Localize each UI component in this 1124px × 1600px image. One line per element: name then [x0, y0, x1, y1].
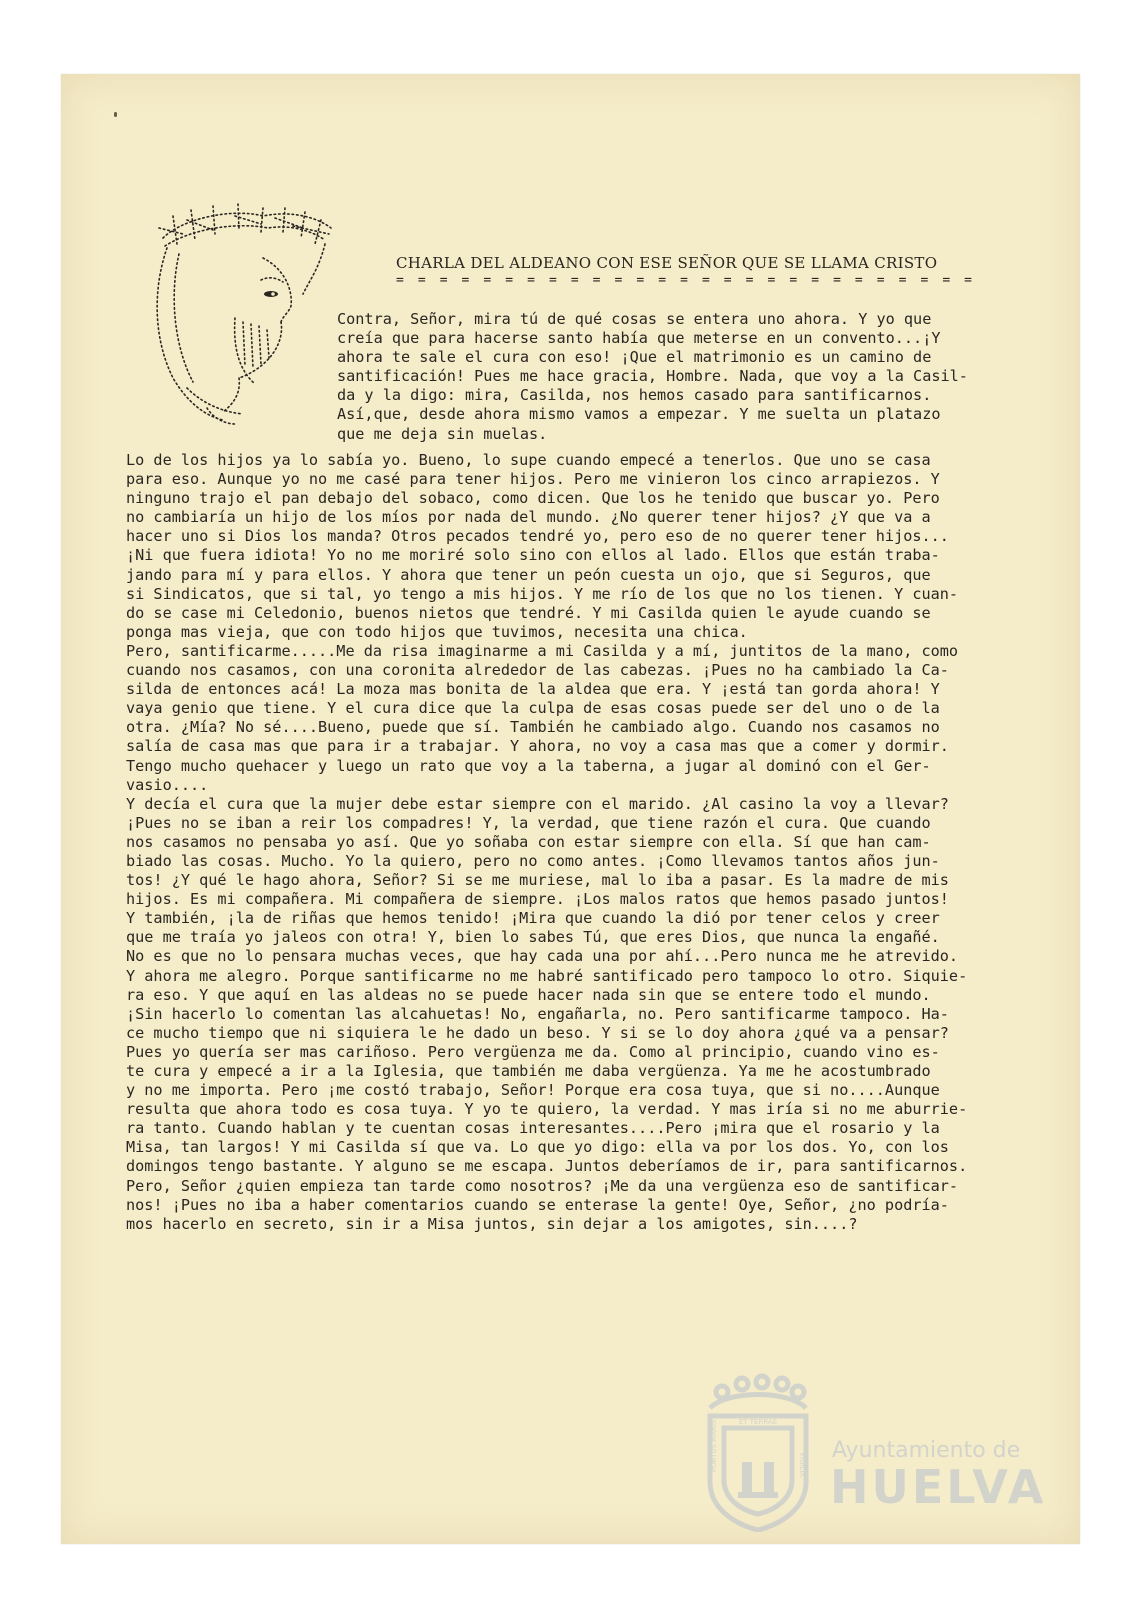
text-line: Contra, Señor, mira tú de qué cosas se entera uno ahora. Y yo que: [337, 310, 932, 328]
text-line: Pues yo quería ser mas cariñoso. Pero vergüenza me da. Como al principio, cuando vino es-: [126, 1042, 940, 1061]
text-line: santificación! Pues me hace gracia, Hombre. Nada, que voy a la Casil-: [337, 367, 968, 386]
huelva-crest-icon: [698, 1372, 818, 1532]
text-line: Y también, ¡la de riñas que hemos tenido! ¡Mira que cuando la dió por tener celos y creer: [126, 909, 940, 928]
intro-paragraph: [337, 310, 1017, 444]
paragraph: [126, 795, 1006, 1234]
text-line: tos! ¿Y qué le hago ahora, Señor? Si se me muriese, mal lo iba a pasar. Es la madre de mis: [126, 871, 949, 890]
svg-text:VIGILIA: VIGILIA: [798, 1452, 806, 1478]
text-line: y no me importa. Pero ¡me costó trabajo, Señor! Porque era cosa tuya, que si no....Aunque: [126, 1081, 940, 1100]
text-line: No es que no lo pensara muchas veces, que hay cada una por ahí...Pero nunca me he atrevido.: [126, 947, 959, 966]
text-line: ninguno trajo el pan debajo del sobaco, como dicen. Que los he tenido que buscar yo. Pero: [126, 489, 940, 508]
text-line: Tengo mucho quehacer y luego un rato que voy a la taberna, a jugar al dominó con el Ger-: [126, 756, 931, 775]
text-line: ponga mas vieja, que con todo hijos que tuvimos, necesita una chica.: [126, 622, 748, 641]
text-line: hijos. Es mi compañera. Mi compañera de siempre. ¡Los malos ratos que hemos pasado juntos!: [126, 890, 949, 909]
text-line: creía que para hacerse santo había que meterse en un convento...¡Y: [337, 329, 941, 348]
document-page: [61, 74, 1080, 1544]
text-line: te cura y empecé a ir a la Iglesia, que también me daba vergüenza. Ya me he acostumbrado: [126, 1062, 931, 1080]
text-line: Pero, Señor ¿quien empieza tan tarde como nosotros? ¡Me da una vergüenza eso de santificar-: [126, 1176, 959, 1195]
text-line: ahora te sale el cura con eso! ¡Que el matrimonio es un camino de: [337, 348, 932, 367]
text-line: salía de casa mas que para ir a trabajar. Y ahora, no voy a casa mas que a comer y dormir.: [126, 737, 949, 756]
text-line: otra. ¿Mía? No sé....Bueno, puede que sí. También he cambiado algo. Cuando nos casamos no: [126, 718, 940, 737]
text-line: ¡Ni que fuera idiota! Yo no me moriré solo sino con ellos al lado. Ellos que están traba-: [126, 546, 940, 565]
text-line: ra eso. Y que aquí en las aldeas no se puede hacer nada sin que se entere todo el mundo.: [126, 985, 931, 1004]
svg-text:ET TERRAE: ET TERRAE: [738, 1418, 778, 1426]
paragraph: [126, 642, 1006, 795]
text-line: Y ahora me alegro. Porque santificarme no me habré santificado pero tampoco lo otro. Siquie-: [126, 966, 968, 985]
text-line: vasio....: [126, 775, 209, 794]
text-line: ra tanto. Cuando hablan y te cuentan cosas interesantes....Pero ¡mira que el rosario y la: [126, 1119, 940, 1138]
text-line: ¡Sin hacerlo lo comentan las alcahuetas! No, engañarla, no. Pero santificarme tampoco. Ha-: [126, 1004, 949, 1023]
text-line: Misa, tan largos! Y mi Casilda sí que va. Lo que yo digo: ella va por los dos. Yo, con los: [126, 1138, 949, 1157]
text-line: silda de entonces acá! La moza mas bonita de la aldea que era. Y ¡está tan gorda ahora! Y: [126, 680, 940, 699]
text-line: Y decía el cura que la mujer debe estar siempre con el marido. ¿Al casino la voy a llevar?: [126, 794, 949, 813]
ayuntamiento-watermark: [698, 1372, 1047, 1532]
watermark-line2: HUELVA: [830, 1460, 1047, 1514]
svg-text:PORTUS MARIS: PORTUS MARIS: [710, 1419, 718, 1472]
text-line: Así,que, desde ahora mismo vamos a empezar. Y me suelta un platazo: [337, 405, 941, 424]
text-line: biado las cosas. Mucho. Yo la quiero, pero no como antes. ¡Como llevamos tantos años jun-: [126, 851, 940, 870]
text-line: nos! ¡Pues no iba a haber comentarios cuando se enterase la gente! Oye, Señor, ¿no podría-: [126, 1195, 949, 1214]
text-line: jando para mí y para ellos. Y ahora que tener un peón cuesta un ojo, que si Seguros, que: [126, 565, 931, 584]
paper-speck: [114, 112, 117, 117]
text-line: para eso. Aunque yo no me casé para tener hijos. Pero me vinieron los cinco arrapiezos. Y: [126, 470, 940, 489]
body-text: [126, 451, 1006, 1234]
text-line: resulta que ahora todo es cosa tuya. Y yo te quiero, la verdad. Y mas iría si no me aburrie-: [126, 1100, 968, 1119]
text-line: mos hacerlo en secreto, sin ir a Misa juntos, sin dejar a los amigotes, sin....?: [126, 1214, 858, 1233]
paragraph: [126, 451, 1006, 642]
text-line: no cambiaría un hijo de los míos por nada del mundo. ¿No querer tener hijos? ¿Y que va a: [126, 508, 931, 527]
text-line: ¡Pues no se iban a reir los compadres! Y, la verdad, que tiene razón el cura. Que cuando: [126, 813, 931, 832]
text-line: da y la digo: mira, Casilda, nos hemos casado para santificarnos.: [337, 386, 932, 405]
text-line: vaya genio que tiene. Y el cura dice que la culpa de esas cosas puede ser del uno o de la: [126, 699, 940, 718]
text-line: que me deja sin muelas.: [337, 424, 548, 443]
document-title: CHARLA DEL ALDEANO CON ESE SEÑOR QUE SE LLAMA CRISTO: [396, 254, 938, 272]
text-line: ce mucho tiempo que ni siquiera le he dado un beso. Y si se lo doy ahora ¿qué va a pensar?: [126, 1023, 949, 1042]
watermark-line1: Ayuntamiento de: [832, 1438, 1021, 1463]
title-underline: = = = = = = = = = = = = = = = = = = = = = = = = = = =: [396, 273, 976, 288]
text-line: Pero, santificarme.....Me da risa imaginarme a mi Casilda y a mí, juntitos de la mano, como: [126, 641, 959, 660]
text-line: cuando nos casamos, con una coronita alrededor de las cabezas. ¡Pues no ha cambiado la Ca-: [126, 661, 949, 680]
text-line: si Sindicatos, que si tal, yo tengo a mis hijos. Y me río de los que no los tienen. Y cuan-: [126, 584, 959, 603]
text-line: nos casamos no pensaba yo así. Que yo soñaba con estar siempre con ella. Sí que han cam-: [126, 832, 931, 851]
text-line: domingos tengo bastante. Y alguno se me escapa. Juntos deberíamos de ir, para santificarnos.: [126, 1157, 968, 1176]
text-line: que me traía yo jaleos con otra! Y, bien lo sabes Tú, que eres Dios, que nunca la engañé.: [126, 928, 940, 947]
text-line: hacer uno si Dios los manda? Otros pecados tendré yo, pero eso de no querer tener hijos...: [126, 527, 949, 546]
text-line: Lo de los hijos ya lo sabía yo. Bueno, lo supe cuando empecé a tenerlos. Que uno se casa: [126, 451, 931, 469]
text-line: do se case mi Celedonio, buenos nietos que tendré. Y mi Casilda quien le ayude cuando se: [126, 603, 931, 622]
